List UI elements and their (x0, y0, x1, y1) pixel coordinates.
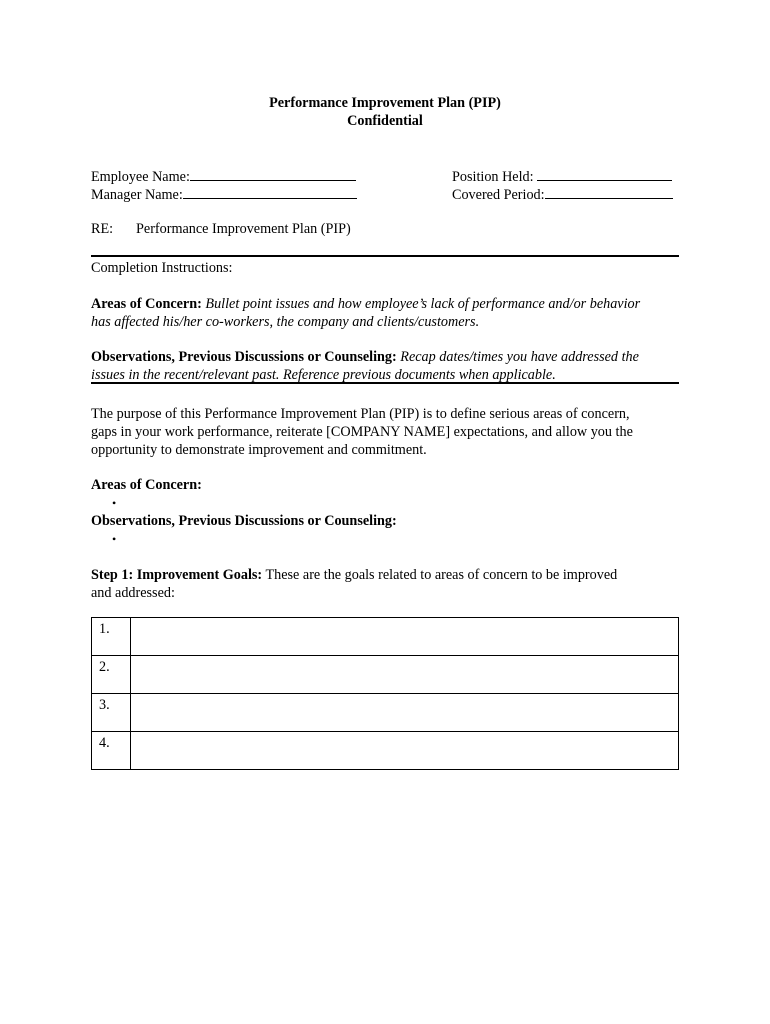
goal-cell[interactable] (131, 694, 679, 732)
goal-cell[interactable] (131, 656, 679, 694)
observations-bullet[interactable]: • (112, 532, 117, 546)
position-held-field[interactable] (452, 166, 672, 186)
re-label: RE: (91, 221, 114, 237)
manager-name-label: Manager Name: (91, 187, 183, 203)
goal-cell[interactable] (131, 618, 679, 656)
re-text: Performance Improvement Plan (PIP) (136, 221, 351, 237)
manager-name-field[interactable] (91, 184, 357, 204)
instructions-heading: Completion Instructions: (91, 260, 233, 276)
goal-number: 1. (92, 618, 131, 656)
employee-name-field[interactable] (91, 166, 356, 186)
instructions-obs-label: Observations, Previous Discussions or Counseling: (91, 349, 397, 365)
table-row (92, 694, 679, 732)
improvement-goals-table (91, 617, 679, 770)
manager-name-blank[interactable] (183, 184, 357, 199)
document-title: Performance Improvement Plan (PIP) (269, 95, 501, 111)
instructions-areas (91, 295, 691, 313)
position-held-blank[interactable] (537, 166, 672, 181)
covered-period-blank[interactable] (545, 184, 673, 199)
step1-label: Step 1: Improvement Goals: (91, 567, 263, 583)
areas-heading-text: Areas of Concern: (91, 477, 202, 493)
covered-period-label: Covered Period: (452, 187, 545, 203)
goal-number: 2. (92, 656, 131, 694)
table-row (92, 656, 679, 694)
observations-heading-text: Observations, Previous Discussions or Counseling: (91, 513, 397, 529)
purpose-line-2: gaps in your work performance, reiterate [COMPANY NAME] expectations, and allow you the (91, 424, 633, 440)
observations-heading (91, 512, 691, 530)
instructions-areas-text-1: Bullet point issues and how employee’s lack of performance and/or behavior (205, 296, 641, 312)
employee-name-label: Employee Name: (91, 169, 190, 185)
instructions-obs-text-1: Recap dates/times you have addressed the (400, 349, 639, 365)
purpose-line-3: opportunity to demonstrate improvement and commitment. (91, 442, 427, 458)
areas-bullet[interactable]: • (112, 496, 117, 510)
areas-heading (91, 476, 691, 494)
purpose-line-1: The purpose of this Performance Improvement Plan (PIP) is to define serious areas of concern, (91, 406, 630, 422)
document-subtitle: Confidential (347, 113, 423, 129)
divider-top (91, 255, 679, 257)
instructions-observations (91, 348, 691, 366)
instructions-areas-line2 (91, 313, 691, 331)
instructions-obs-text-2: issues in the recent/relevant past. Reference previous documents when applicable. (91, 367, 556, 383)
goal-number: 3. (92, 694, 131, 732)
step1-line-2: and addressed: (91, 585, 175, 601)
position-held-label: Position Held: (452, 169, 534, 185)
covered-period-field[interactable] (452, 184, 673, 204)
instructions-areas-text-2: has affected his/her co-workers, the company and clients/customers. (91, 314, 480, 330)
employee-name-blank[interactable] (190, 166, 356, 181)
table-row (92, 618, 679, 656)
table-row (92, 732, 679, 770)
step1-line-1 (91, 566, 691, 584)
step1-text-1: These are the goals related to areas of concern to be improved (265, 567, 618, 583)
goal-cell[interactable] (131, 732, 679, 770)
instructions-areas-label: Areas of Concern: (91, 296, 202, 312)
divider-bottom (91, 382, 679, 384)
goal-number: 4. (92, 732, 131, 770)
